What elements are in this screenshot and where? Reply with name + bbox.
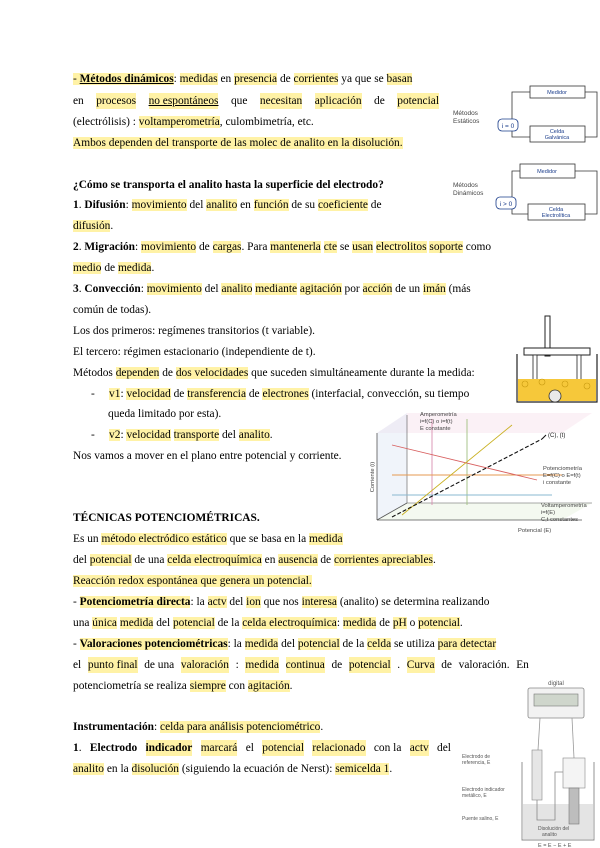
fig1-label-2: Estáticos — [453, 118, 480, 125]
line-dos-velocidades: Métodos dependen de dos velocidades que suceden simultáneamente durante la medida: — [73, 367, 475, 379]
fig2-meter-label: Medidor — [537, 169, 557, 175]
line-migracion: 2. Migración: movimiento de cargas. Para mantenerla cte se usan electrolitos soporte como — [73, 241, 492, 253]
fig2-label-1: Métodos — [453, 182, 478, 189]
line-difusion-cont: difusión. — [73, 220, 114, 232]
indicator-electrode — [569, 788, 579, 824]
stir-bar-icon — [549, 390, 561, 402]
fig3-amperometria-eq: i=f(C) o i=f(t) — [420, 419, 453, 425]
line-procesos: en procesos no espontáneos que necesitan aplicación de potencial — [73, 95, 439, 107]
bullet-v1-cont: queda limitado por esta). — [108, 408, 222, 420]
fig3-voltamperometria-eq: i=f(E) — [541, 510, 556, 516]
svg-text:referencia, E: referencia, E — [462, 760, 491, 766]
fig1-meter-label: Medidor — [547, 90, 567, 96]
fig3-voltamperometria: Voltamperometría — [541, 503, 587, 509]
fig1-label-1: Métodos — [453, 110, 478, 117]
line-metodos-dinamicos: - Métodos dinámicos: medidas en presencia de corrientes ya que se basan — [73, 73, 413, 85]
line-ambos: Ambos dependen del transporte de las molec de analito en la disolución. — [73, 137, 403, 149]
line-estacionario: El tercero: régimen estacionario (independiente de t). — [73, 346, 316, 358]
line-conveccion-cont: común de todas). — [73, 304, 152, 316]
potential-current-plane-diagram — [362, 405, 600, 537]
line-agitacion: potenciometría se realiza siempre con agitación. — [73, 680, 293, 692]
svg-text:Puente salino, E: Puente salino, E — [462, 816, 499, 822]
fig2-label-2: Dinámicos — [453, 190, 484, 197]
bullet-v2: - v2: velocidad transporte del analito. — [91, 429, 273, 441]
fig3-potenciometria: Potenciometría — [543, 466, 582, 472]
fig1-cell-label-2: Galvánica — [544, 135, 570, 141]
svg-text:Electrodo indicador: Electrodo indicador — [462, 787, 505, 793]
dynamic-methods-diagram — [450, 160, 600, 222]
fig3-axis-current: Corriente (i) — [370, 461, 376, 493]
fig3-potenciometria-const: i constante — [543, 480, 572, 486]
line-electrolisis: (electrólisis) : voltamperometría, culombimetría, etc. — [73, 116, 314, 128]
fig3-diagonal-label: (C), (t) — [548, 433, 566, 439]
line-transitorios: Los dos primeros: regímenes transitorios (t variable). — [73, 325, 315, 337]
svg-text:analito: analito — [542, 832, 557, 838]
digital-meter-label: digital — [548, 681, 564, 687]
svg-text:i > 0: i > 0 — [499, 201, 513, 208]
stirred-beaker-illustration — [515, 314, 600, 406]
line-difusion: 1. Difusión: movimiento del analito en función de su coeficiente de — [73, 199, 382, 211]
bullet-v1: - v1: velocidad de transferencia de electrones (interfacial, convección, su tiempo — [91, 388, 470, 400]
line-potencial-celda: del potencial de una celda electroquímica en ausencia de corrientes apreciables. — [73, 554, 436, 566]
fig3-potenciometria-eq: E=f(C) o E=f(t) — [543, 473, 581, 479]
line-instrumentacion: Instrumentación: celda para análisis potenciométrico. — [73, 721, 324, 733]
line-conveccion: 3. Convección: movimiento del analito mediante agitación por acción de un imán (más — [73, 283, 471, 295]
line-analito-nerst: analito en la disolución (siguiendo la ecuación de Nerst): semicelda 1. — [73, 763, 393, 775]
fig3-axis-potential: Potencial (E) — [518, 528, 552, 534]
heading-transporte: ¿Cómo se transporta el analito hasta la superficie del electrodo? — [73, 179, 384, 191]
line-unica-medida: una única medida del potencial de la celda electroquímica: medida de pH o potencial. — [73, 617, 463, 629]
svg-text:Electrodo de: Electrodo de — [462, 754, 491, 760]
svg-text:metálico, E: metálico, E — [462, 793, 487, 799]
svg-text:E = E − E + E: E = E − E + E — [538, 843, 572, 848]
static-methods-diagram — [450, 84, 600, 146]
svg-text:i = 0: i = 0 — [501, 123, 515, 130]
line-plano: Nos vamos a mover en el plano entre potencial y corriente. — [73, 450, 342, 462]
line-electrodo-indicador: 1. Electrodo indicador marcará el potencial relacionado con la actv del — [73, 742, 451, 754]
fig3-amperometria: Amperometría — [420, 412, 457, 418]
line-metodo-estatico: Es un método electródico estático que se basa en la medida — [73, 533, 343, 545]
beaker-lid — [524, 348, 590, 355]
fig1-cell-label-1: Celda — [549, 129, 565, 135]
fig3-amperometria-const: E constante — [420, 426, 451, 432]
line-migracion-cont: medio de medida. — [73, 262, 155, 274]
fig2-cell-label-1: Celda — [548, 207, 564, 213]
heading-potenciometricas: TÉCNICAS POTENCIOMÉTRICAS. — [73, 512, 260, 524]
reference-electrode — [532, 750, 542, 800]
svg-text:Disolución del: Disolución del — [538, 826, 570, 832]
line-pot-directa: - Potenciometría directa: la actv del ion que nos interesa (analito) se determina realizando — [73, 596, 490, 608]
line-redox: Reacción redox espontánea que genera un potencial. — [73, 575, 312, 587]
line-valoraciones: - Valoraciones potenciométricas: la medida del potencial de la celda se utiliza para detectar — [73, 638, 497, 650]
line-punto-final: el punto final de una valoración : medida continua de potencial . Curva de valoración. En — [73, 659, 529, 671]
potentiometric-cell-illustration — [460, 672, 600, 848]
fig2-cell-label-2: Electrolítica — [541, 213, 571, 219]
fig3-voltamperometria-const: C,t constantes — [541, 517, 579, 523]
